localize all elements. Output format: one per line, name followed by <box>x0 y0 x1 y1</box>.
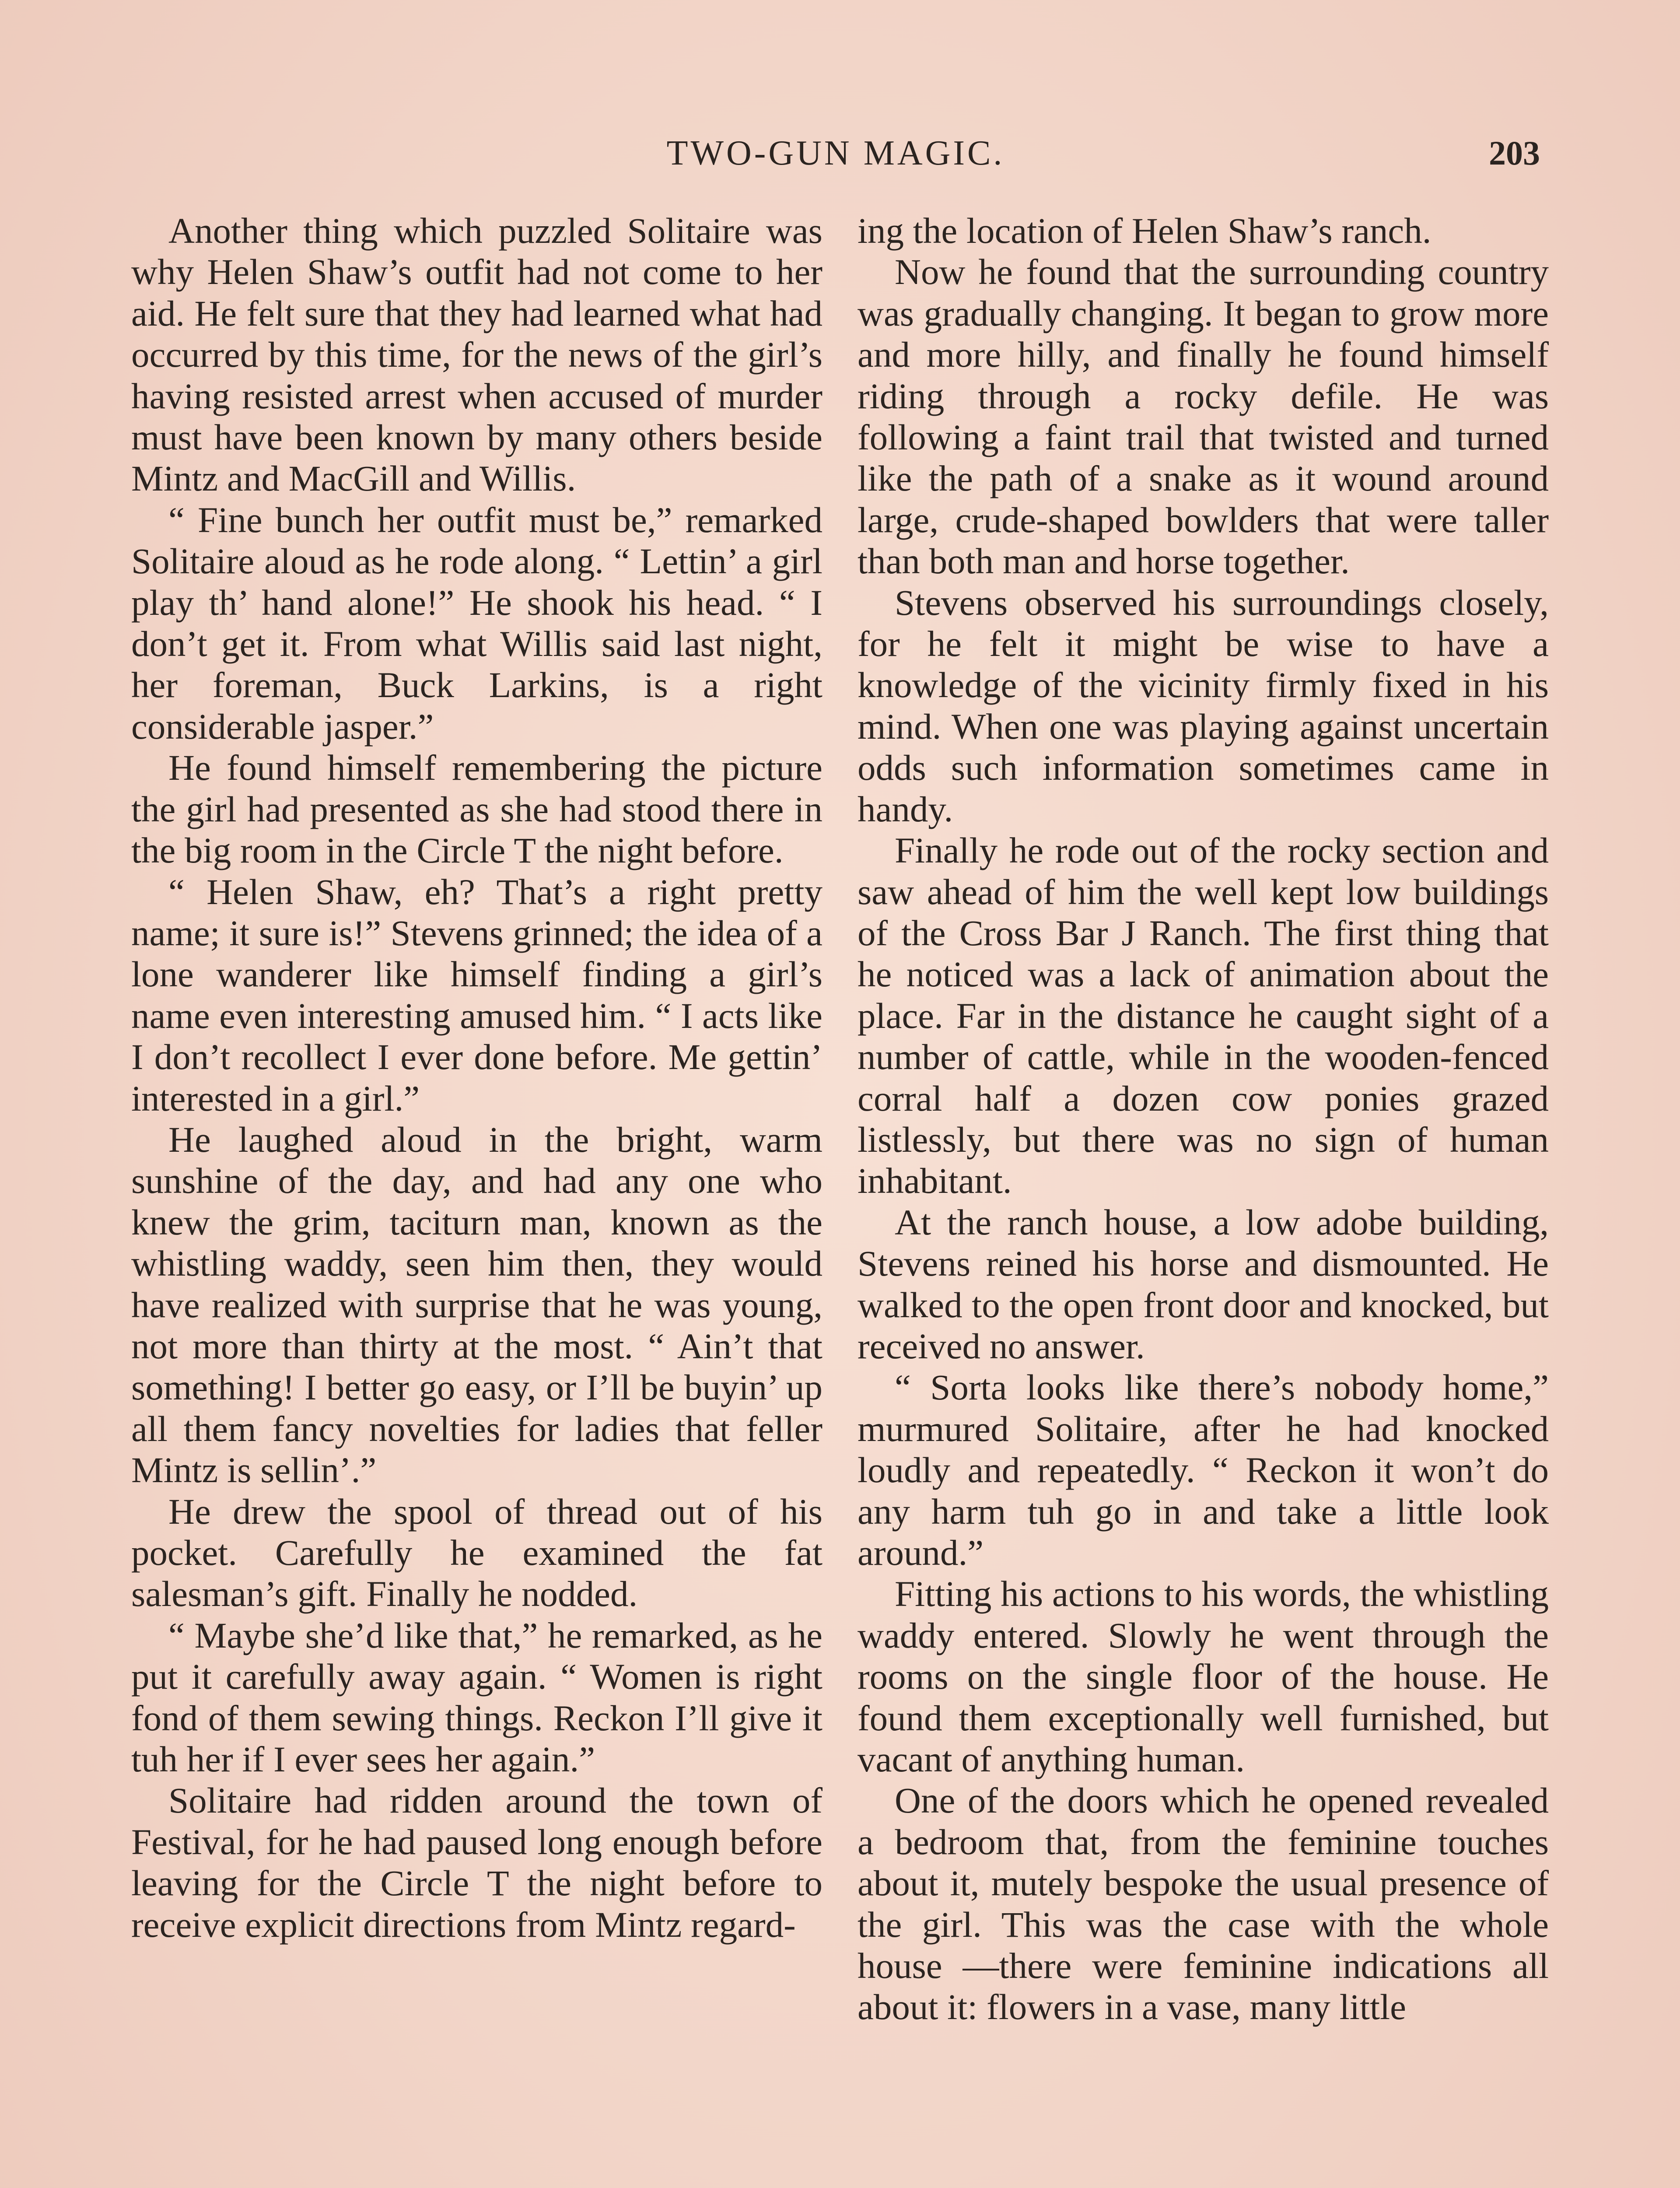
paragraph: “ Maybe she’d like that,” he remarked, as he put it carefully away again. “ Women is right fond of them sewing things. Reckon I’ll give it tuh her if I ever sees her again.” <box>131 1615 822 1780</box>
left-column <box>131 210 822 1945</box>
paragraph: “ Fine bunch her outfit must be,” remarked Solitaire aloud as he rode along. “ Lettin’ a girl play th’ hand alone!” He shook his head. “ I don’t get it. From what Willis said last night, her foreman, Buck Larkins, is a right considerable jasper.” <box>131 499 822 747</box>
paragraph: One of the doors which he opened revealed a bedroom that, from the feminine touches about it, mutely bespoke the usual presence of the girl. This was the case with the whole house —there were feminine indications all about it: flowers in a vase, many little <box>858 1780 1549 2027</box>
paragraph: Finally he rode out of the rocky section and saw ahead of him the well kept low buildings of the Cross Bar J Ranch. The first thing that he noticed was a lack of animation about the place. Far in the distance he caught sight of a number of cattle, while in the wooden-fenced corral half a dozen cow ponies grazed listlessly, but there was no sign of human inhabitant. <box>858 830 1549 1201</box>
right-column <box>858 210 1549 2028</box>
paragraph: Stevens observed his surroundings closely, for he felt it might be wise to have a knowledge of the vicinity firmly fixed in his mind. When one was playing against uncertain odds such information sometimes came in handy. <box>858 582 1549 829</box>
page-number: 203 <box>1489 134 1540 172</box>
page-header <box>131 127 1540 179</box>
paragraph: Solitaire had ridden around the town of Festival, for he had paused long enough before leaving for the Circle T the night before to receive explicit directions from Mintz regard- <box>131 1780 822 1945</box>
paragraph: Fitting his actions to his words, the whistling waddy entered. Slowly he went through the rooms on the single floor of the house. He found them exceptionally well furnished, but vacant of anything human. <box>858 1574 1549 1780</box>
paragraph: He laughed aloud in the bright, warm sunshine of the day, and had any one who knew the grim, taciturn man, known as the whistling waddy, seen him then, they would have realized with surprise that he was young, not more than thirty at the most. “ Ain’t that something! I better go easy, or I’ll be buyin’ up all them fancy novelties for ladies that feller Mintz is sellin’.” <box>131 1119 822 1490</box>
paragraph: “ Sorta looks like there’s nobody home,” murmured Solitaire, after he had knocked loudly and repeatedly. “ Reckon it won’t do any harm tuh go in and take a little look around.” <box>858 1367 1549 1573</box>
paragraph: Another thing which puzzled Solitaire was why Helen Shaw’s outfit had not come to her aid. He felt sure that they had learned what had occurred by this time, for the news of the girl’s having resisted arrest when accused of murder must have been known by many others beside Mintz and MacGill and Willis. <box>131 210 822 499</box>
running-title: TWO-GUN MAGIC. <box>666 134 1005 172</box>
paragraph: He found himself remembering the picture the girl had presented as she had stood there in the big room in the Circle T the night before. <box>131 747 822 871</box>
paragraph: At the ranch house, a low adobe building, Stevens reined his horse and dismounted. He walked to the open front door and knocked, but received no answer. <box>858 1202 1549 1366</box>
paragraph: Now he found that the surrounding country was gradually changing. It began to grow more and more hilly, and finally he found himself riding through a rocky defile. He was following a faint trail that twisted and turned like the path of a snake as it wound around large, crude-shaped bowlders that were taller than both man and horse together. <box>858 252 1549 582</box>
paragraph: He drew the spool of thread out of his pocket. Carefully he examined the fat salesman’s gift. Finally he nodded. <box>131 1491 822 1614</box>
paragraph-continued: ing the location of Helen Shaw’s ranch. <box>858 210 1432 251</box>
paragraph: “ Helen Shaw, eh? That’s a right pretty name; it sure is!” Stevens grinned; the idea of a lone wanderer like himself finding a girl’s name even interesting amused him. “ I acts like I don’t recollect I ever done before. Me gettin’ interested in a girl.” <box>131 871 822 1119</box>
